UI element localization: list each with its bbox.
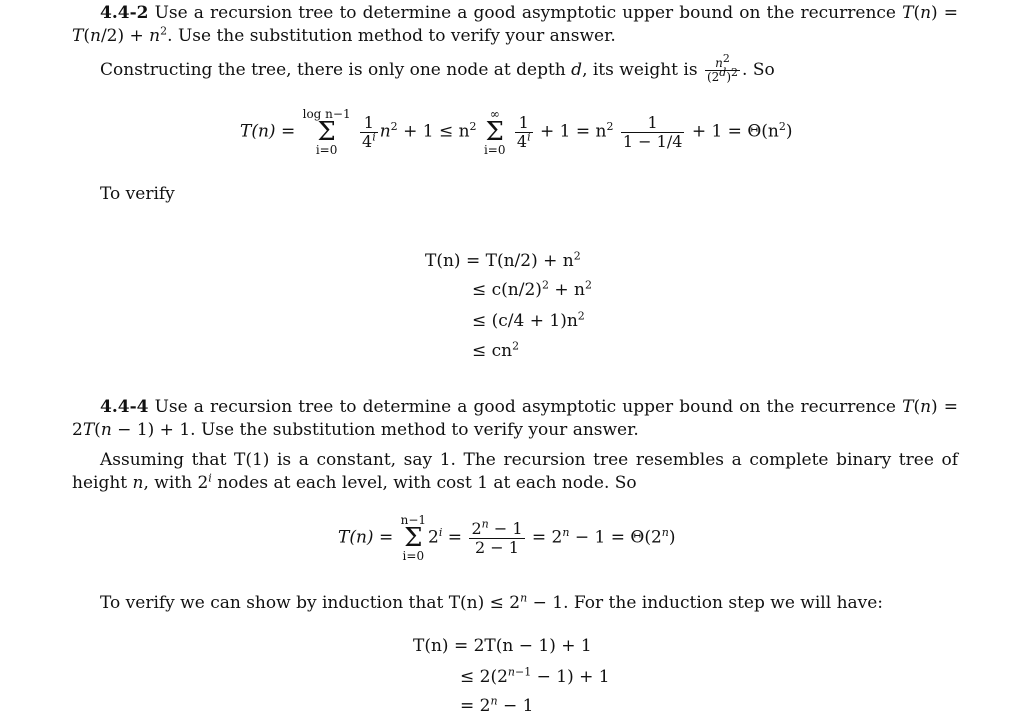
assumption-paragraph: Assuming that T(1) is a constant, say 1. The recursion tree resembles a complete binary tree of height n, with 2$^i$ nodes at each level, with cost 1 at each node. So	[72, 450, 958, 493]
equation-sum-1: T(n) = log n−1 Σ i=0 $\frac{1}{4^i}$ $n^2 + 1 \le n^2$ ∞ Σ i=0 $\frac{1}{4^i}$ + $1 = n^2$ $\frac{1}{1 - 1/4}$ + $1 = \Theta(n^2)$	[240, 107, 793, 157]
equation-sum-2: T(n) = n−1 Σ i=0 $2^i$ = $\frac{2^n - 1}{2 - 1}$ = $2^n - 1 = \Theta(2^n)$	[338, 513, 676, 563]
problem-text-b: Use the substitution method to verify your answer.	[177, 26, 616, 46]
problem-label: 4.4-4	[100, 397, 149, 417]
problem-4-4-4: 4.4-4 Use a recursion tree to determine a good asymptotic upper bound on the recurrence T(n) = 2T(n − 1) + 1. Use the substitution method to verify your answer.	[72, 397, 959, 440]
problem-text: Use a recursion tree to determine a good asymptotic upper bound on the recurrence	[154, 3, 896, 23]
verify-label-1: To verify	[100, 184, 175, 204]
document-page: 4.4-2 Use a recursion tree to determine a good asymptotic upper bound on the recurrence $T(n) = T(n/2) + n^2$. Use the substitution method to verify your answer. Constructing the tree, there is only one node at depth d, its weight is $\frac{n^2}{(2^d)^2}$ . So T(n) = log n−1 Σ i=0 $\frac{1}{4^i}$ $n^2 + 1 \le n^2$ ∞ Σ i=0 $\frac{1}{4^i}$ + $1 = n^2$ $\frac{1}{1 - 1/4}$ + $1 = \Theta(n^2)$ To verify $T(n) = T(n/2) + n^2$ ≤ $c(n/2)^2 + n^2$ ≤ $(c/4 + 1)n^2$ ≤ $cn^2$ 4.4-4 Use a recursion tree to determine a good asymptotic upper bound on the recurrence T(n) = 2T(n − 1) + 1. Use the substitution method to verify your answer. Assuming that T(1) is a constant, say 1. The recursion tree resembles a complete binary tree of height n, with 2$^i$ nodes at each level, with cost 1 at each node. So T(n) = n−1 Σ i=0 $2^i$ = $\frac{2^n - 1}{2 - 1}$ = $2^n - 1 = \Theta(2^n)$ To verify we can show by induction that $T(n) \le 2^n - 1$. For the induction step we will have: T(n) = 2T(n − 1) + 1 ≤ $2(2^{n-1} - 1) + 1$ = $2^n - 1$	[72, 3, 959, 716]
problem-label: 4.4-2	[100, 3, 149, 23]
tree-paragraph: Constructing the tree, there is only one node at depth d, its weight is $\frac{n^2}{(2^d)^2}$ . So	[100, 52, 775, 84]
verify-label-2: To verify we can show by induction that $T(n) \le 2^n - 1$. For the induction step we will have:	[100, 591, 884, 613]
problem-4-4-2: 4.4-2 Use a recursion tree to determine a good asymptotic upper bound on the recurrence $T(n) = T(n/2) + n^2$. Use the substitution method to verify your answer.	[72, 3, 959, 46]
